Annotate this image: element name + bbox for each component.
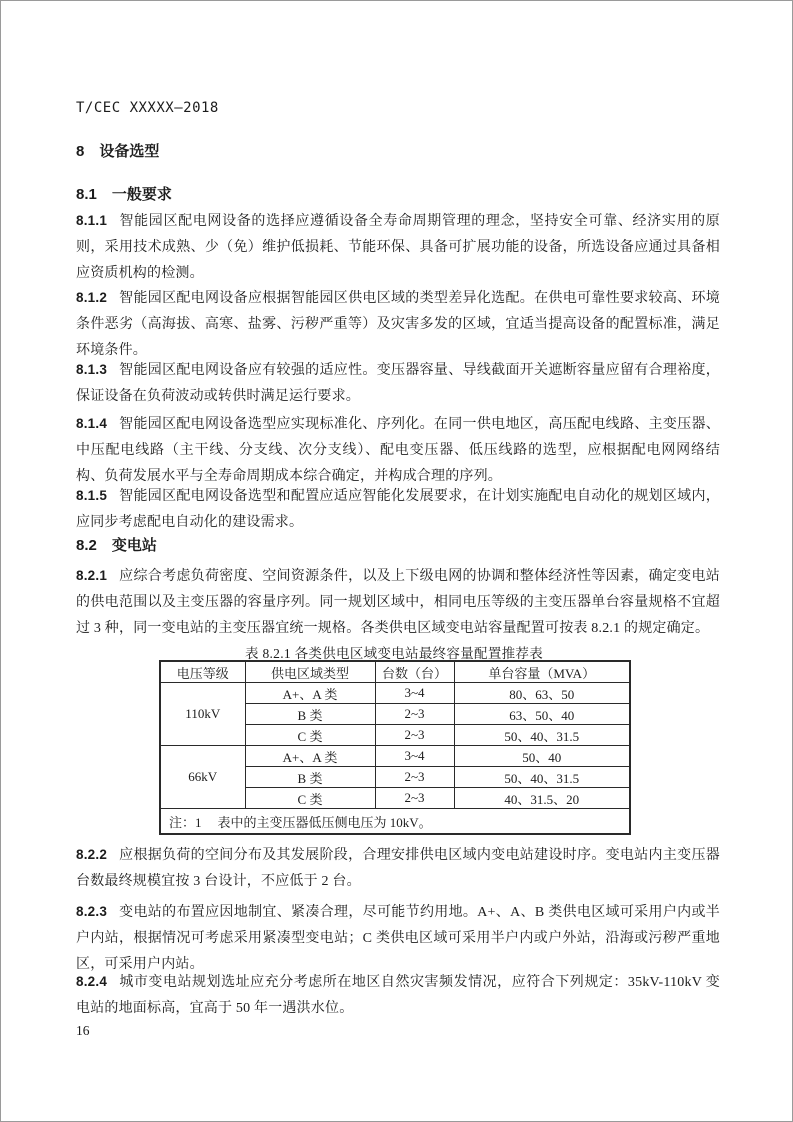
- table-header-row: [160, 661, 630, 683]
- section-number: 8.2: [76, 537, 97, 554]
- clause-number: 8.1.1: [76, 213, 108, 228]
- area-type-cell: A+、A 类: [245, 683, 375, 704]
- section-heading-82: [76, 534, 157, 555]
- count-cell: 2~3: [375, 704, 454, 725]
- clause-822: [76, 842, 720, 895]
- col-header-count: 台数（台）: [375, 661, 454, 683]
- clause-number: 8.2.2: [76, 847, 108, 862]
- clause-text: 智能园区配电网设备应根据智能园区供电区域的类型差异化选配。在供电可靠性要求较高、环境条件恶劣（高海拔、高寒、盐雾、污秽严重等）及灾害多发的区域，宜适当提高设备的配置标准，满足环境条件。: [76, 291, 720, 358]
- count-cell: 3~4: [375, 746, 454, 767]
- clause-811: [76, 208, 720, 287]
- voltage-cell: 110kV: [160, 683, 245, 746]
- capacity-cell: 40、31.5、20: [454, 788, 630, 809]
- clause-number: 8.1.2: [76, 290, 108, 305]
- clause-814: [76, 411, 720, 490]
- capacity-cell: 80、63、50: [454, 683, 630, 704]
- area-type-cell: A+、A 类: [245, 746, 375, 767]
- chapter-heading: [76, 140, 159, 161]
- clause-815: [76, 483, 720, 536]
- clause-number: 8.2.1: [76, 568, 108, 583]
- count-cell: 2~3: [375, 725, 454, 746]
- clause-number: 8.1.4: [76, 416, 108, 431]
- area-type-cell: C 类: [245, 788, 375, 809]
- voltage-cell: 66kV: [160, 746, 245, 809]
- table-note-cell: [160, 809, 630, 835]
- clause-text: 变电站的布置应因地制宜、紧凑合理，尽可能节约用地。A+、A、B 类供电区域可采用户内或半户内站，根据情况可考虑采用紧凑型变电站；C 类供电区域可采用半户内或户外站，沿海或污秽严重地区，可采用户内站。: [76, 905, 720, 972]
- clause-text: 城市变电站规划选址应充分考虑所在地区自然灾害频发情况，应符合下列规定：35kV-110kV 变电站的地面标高，宜高于 50 年一遇洪水位。: [76, 975, 720, 1016]
- count-cell: 2~3: [375, 767, 454, 788]
- chapter-title: 设备选型: [99, 143, 160, 160]
- clause-812: [76, 285, 720, 364]
- chapter-number: 8: [76, 143, 85, 160]
- clause-number: 8.2.3: [76, 904, 108, 919]
- area-type-cell: B 类: [245, 704, 375, 725]
- clause-824: [76, 969, 720, 1022]
- clause-number: 8.1.3: [76, 362, 108, 377]
- document-code: T/CEC XXXXX—2018: [76, 100, 219, 116]
- table-row: [160, 683, 630, 704]
- capacity-cell: 63、50、40: [454, 704, 630, 725]
- clause-813: [76, 357, 720, 410]
- clause-text: 智能园区配电网设备选型应实现标准化、序列化。在同一供电地区，高压配电线路、主变压器、中压配电线路（主干线、分支线、次分支线）、配电变压器、低压线路的选型，应根据配电网网络结构、负荷发展水平与全寿命周期成本综合确定，并构成合理的序列。: [76, 417, 720, 484]
- col-header-area-type: 供电区域类型: [245, 661, 375, 683]
- col-header-voltage: 电压等级: [160, 661, 245, 683]
- clause-text: 智能园区配电网设备应有较强的适应性。变压器容量、导线截面开关遮断容量应留有合理裕度，保证设备在负荷波动或转供时满足运行要求。: [76, 363, 720, 404]
- page-number: 16: [76, 1023, 90, 1038]
- capacity-cell: 50、40、31.5: [454, 767, 630, 788]
- capacity-cell: 50、40: [454, 746, 630, 767]
- table-note-row: [160, 809, 630, 835]
- clause-text: 应根据负荷的空间分布及其发展阶段，合理安排供电区域内变电站建设时序。变电站内主变压器台数最终规模宜按 3 台设计，不应低于 2 台。: [76, 848, 720, 889]
- table-row: [160, 746, 630, 767]
- area-type-cell: B 类: [245, 767, 375, 788]
- count-cell: 3~4: [375, 683, 454, 704]
- section-title: 一般要求: [111, 186, 172, 203]
- clause-text: 智能园区配电网设备选型和配置应适应智能化发展要求，在计划实施配电自动化的规划区域内，应同步考虑配电自动化的建设需求。: [76, 489, 720, 530]
- clause-text: 应综合考虑负荷密度、空间资源条件，以及上下级电网的协调和整体经济性等因素，确定变电站的供电范围以及主变压器的容量序列。同一规划区域中，相同电压等级的主变压器单台容量规格不宜超过 3 种，同一变电站的主变压器宜统一规格。各类供电区域变电站容量配置可按表 8.2.1 的规定确定。: [76, 569, 720, 636]
- section-heading-81: [76, 183, 172, 204]
- section-number: 8.1: [76, 186, 97, 203]
- clause-number: 8.2.4: [76, 974, 108, 989]
- col-header-capacity: 单台容量（MVA）: [454, 661, 630, 683]
- count-cell: 2~3: [375, 788, 454, 809]
- capacity-config-table: [159, 660, 631, 835]
- note-label: 注：1: [169, 814, 202, 830]
- clause-text: 智能园区配电网设备的选择应遵循设备全寿命周期管理的理念，坚持安全可靠、经济实用的原则，采用技术成熟、少（免）维护低损耗、节能环保、具备可扩展功能的设备，所选设备应通过具备相应资质机构的检测。: [76, 214, 720, 281]
- table-caption: 表 8.2.1 各类供电区域变电站最终容量配置推荐表: [244, 646, 544, 661]
- note-text: 表中的主变压器低压侧电压为 10kV。: [217, 814, 432, 830]
- clause-number: 8.1.5: [76, 488, 108, 503]
- area-type-cell: C 类: [245, 725, 375, 746]
- clause-823: [76, 899, 720, 978]
- capacity-cell: 50、40、31.5: [454, 725, 630, 746]
- section-title: 变电站: [111, 537, 157, 554]
- clause-821: [76, 563, 720, 642]
